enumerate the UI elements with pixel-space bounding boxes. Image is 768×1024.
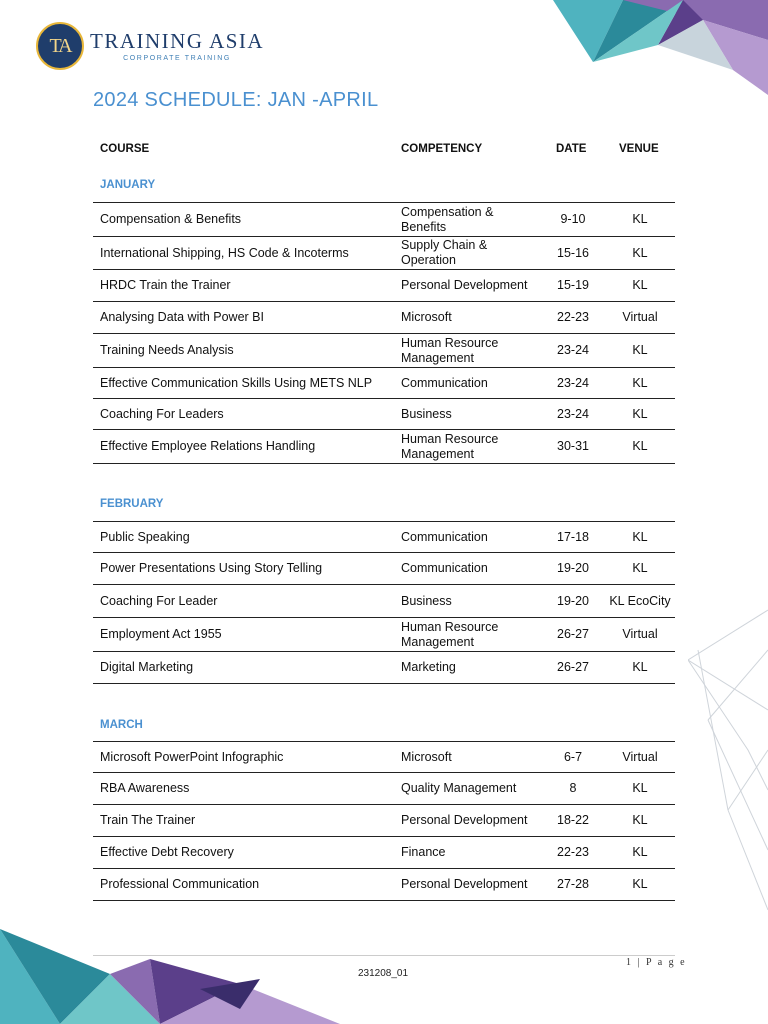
competency-cell: Personal Development (401, 813, 528, 827)
date-cell: 8 (569, 781, 577, 795)
competency-cell: Finance (401, 845, 446, 859)
table-row (93, 270, 675, 302)
date-cell: 19-20 (557, 593, 589, 608)
table-row (93, 430, 675, 464)
venue-cell: Virtual (622, 310, 658, 324)
footer-divider (93, 955, 675, 956)
table-row (93, 618, 675, 652)
table-row (93, 652, 675, 684)
venue-cell: KL (632, 781, 648, 795)
venue-cell: KL (632, 813, 648, 827)
competency-cell: Human Resource Management (401, 431, 499, 461)
header-competency: COMPETENCY (401, 143, 483, 155)
month-label-january: JANUARY (100, 179, 156, 191)
table-row (93, 399, 675, 430)
venue-cell: Virtual (622, 749, 658, 764)
competency-cell: Supply Chain & Operation (401, 238, 488, 267)
course-cell: Compensation & Benefits (100, 212, 242, 226)
header-course: COURSE (100, 143, 150, 155)
page-title: 2024 SCHEDULE: JAN -APRIL (93, 89, 379, 111)
course-cell: Microsoft PowerPoint Infographic (100, 749, 284, 764)
competency-cell: Marketing (401, 660, 456, 674)
table-row (93, 368, 675, 399)
table-header (93, 143, 675, 159)
competency-cell: Personal Development (401, 877, 528, 891)
schedule-table-march (93, 741, 675, 901)
schedule-table-february (93, 521, 675, 684)
logo-text (90, 30, 264, 62)
decorative-triangles-top-right (553, 0, 768, 95)
course-cell: Coaching For Leaders (100, 406, 224, 421)
date-cell: 22-23 (557, 310, 589, 324)
venue-cell: KL (632, 375, 648, 390)
venue-cell: KL (632, 877, 648, 891)
month-label-february: FEBRUARY (100, 498, 164, 510)
page-number: 1 | P a g e (626, 957, 687, 968)
table-row (93, 522, 675, 553)
date-cell: 23-24 (557, 406, 589, 421)
date-cell: 17-18 (557, 529, 589, 544)
company-logo (36, 22, 264, 70)
venue-cell: KL (632, 406, 648, 421)
course-cell: Coaching For Leader (100, 593, 218, 608)
date-cell: 15-19 (557, 278, 589, 292)
competency-cell: Human Resource Management (401, 619, 499, 649)
competency-cell: Communication (401, 375, 488, 390)
header-date: DATE (556, 143, 587, 155)
schedule-table-january (93, 202, 675, 464)
table-row (93, 237, 675, 270)
course-cell: RBA Awareness (100, 781, 190, 795)
course-cell: Analysing Data with Power BI (100, 310, 264, 324)
course-cell: Power Presentations Using Story Telling (100, 561, 323, 575)
table-row (93, 585, 675, 618)
course-cell: International Shipping, HS Code & Incoterms (100, 245, 349, 260)
date-cell: 27-28 (557, 877, 589, 891)
date-cell: 22-23 (557, 845, 589, 859)
competency-cell: Communication (401, 529, 488, 544)
date-cell: 26-27 (557, 627, 589, 641)
course-cell: Effective Communication Skills Using METS NLP (100, 375, 373, 390)
course-cell: Digital Marketing (100, 660, 194, 674)
competency-cell: Compensation & Benefits (401, 204, 494, 234)
month-label-march: MARCH (100, 719, 143, 731)
table-row (93, 869, 675, 901)
table-row (93, 742, 675, 773)
competency-cell: Communication (401, 561, 488, 575)
course-cell: Effective Debt Recovery (100, 845, 234, 859)
date-cell: 23-24 (557, 343, 589, 357)
competency-cell: Microsoft (401, 749, 452, 764)
document-code: 231208_01 (358, 968, 409, 979)
date-cell: 19-20 (557, 561, 589, 575)
venue-cell: KL (632, 245, 648, 260)
course-cell: Train The Trainer (100, 813, 196, 827)
date-cell: 30-31 (557, 439, 589, 453)
competency-cell: Quality Management (401, 781, 517, 795)
venue-cell: KL (632, 278, 648, 292)
venue-cell: KL (632, 660, 648, 674)
header-venue: VENUE (619, 143, 659, 155)
date-cell: 15-16 (557, 245, 589, 260)
table-row (93, 302, 675, 334)
table-row (93, 553, 675, 585)
venue-cell: KL EcoCity (609, 593, 671, 608)
date-cell: 6-7 (563, 749, 583, 764)
date-cell: 18-22 (557, 813, 589, 827)
competency-cell: Business (401, 593, 452, 608)
table-row (93, 203, 675, 237)
venue-cell: KL (632, 561, 648, 575)
table-row (93, 805, 675, 837)
logo-badge: TA (36, 22, 84, 70)
venue-cell: KL (632, 439, 648, 453)
competency-cell: Microsoft (401, 310, 452, 324)
venue-cell: KL (632, 212, 648, 226)
venue-cell: KL (632, 529, 648, 544)
table-row (93, 334, 675, 368)
venue-cell: KL (632, 343, 648, 357)
venue-cell: KL (632, 845, 648, 859)
competency-cell: Personal Development (401, 278, 528, 292)
date-cell: 26-27 (557, 660, 589, 674)
competency-cell: Human Resource Management (401, 335, 499, 365)
table-row (93, 837, 675, 869)
logo-name: TRAINING ASIA (90, 29, 265, 53)
course-cell: Public Speaking (100, 529, 190, 544)
logo-tagline: CORPORATE TRAINING (123, 55, 231, 62)
course-cell: Employment Act 1955 (100, 627, 222, 641)
course-cell: HRDC Train the Trainer (100, 278, 231, 292)
decorative-lines-right (688, 590, 768, 930)
course-cell: Training Needs Analysis (100, 343, 234, 357)
date-cell: 23-24 (557, 375, 589, 390)
course-cell: Effective Employee Relations Handling (100, 439, 316, 453)
course-cell: Professional Communication (100, 877, 260, 891)
table-row (93, 773, 675, 805)
decorative-triangles-bottom-left (0, 929, 340, 1024)
date-cell: 9-10 (560, 212, 586, 226)
venue-cell: Virtual (622, 627, 658, 641)
competency-cell: Business (401, 406, 452, 421)
